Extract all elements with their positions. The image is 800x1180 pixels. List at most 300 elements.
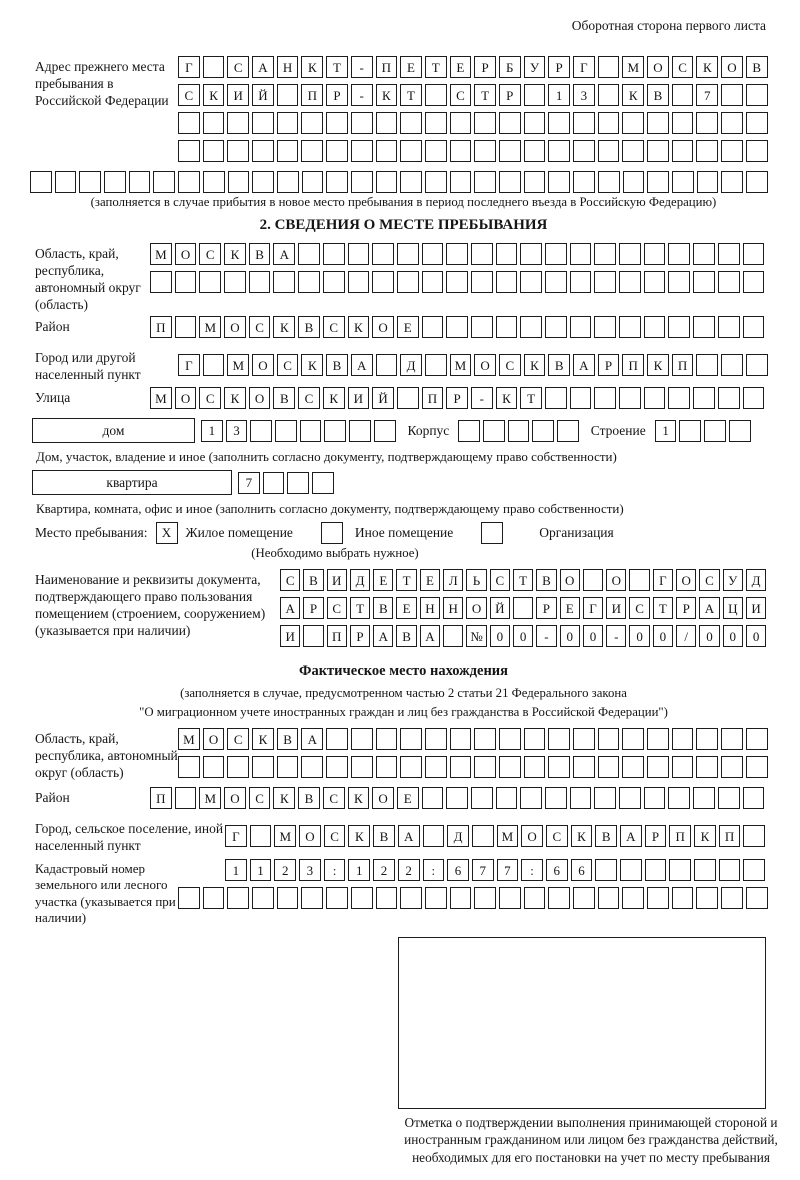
char-cell[interactable]: Н [420,597,440,619]
char-cell[interactable]: М [150,243,172,265]
char-cell[interactable]: Ь [466,569,486,591]
char-cell[interactable] [425,728,447,750]
char-cell[interactable] [178,756,200,778]
char-cell[interactable] [668,316,690,338]
char-cell[interactable]: С [546,825,568,847]
char-cell[interactable]: С [499,354,521,376]
char-cell[interactable] [594,316,616,338]
char-cell[interactable]: С [227,56,249,78]
char-cell[interactable]: 6 [546,859,568,881]
char-cell[interactable]: В [647,84,669,106]
char-cell[interactable]: О [647,56,669,78]
char-cell[interactable] [326,171,348,193]
char-cell[interactable] [746,756,768,778]
char-cell[interactable]: Г [225,825,247,847]
char-cell[interactable] [570,271,592,293]
char-cell[interactable] [298,243,320,265]
char-cell[interactable] [301,756,323,778]
char-cell[interactable] [672,112,694,134]
char-cell[interactable] [570,387,592,409]
char-cell[interactable] [693,243,715,265]
char-cell[interactable]: О [721,56,743,78]
char-cell[interactable]: С [199,243,221,265]
char-cell[interactable] [275,420,297,442]
char-cell[interactable] [499,756,521,778]
char-cell[interactable] [619,316,641,338]
apartment-cells[interactable] [238,472,337,494]
char-cell[interactable] [471,271,493,293]
char-cell[interactable] [496,243,518,265]
char-cell[interactable]: В [249,243,271,265]
char-cell[interactable] [718,316,740,338]
char-cell[interactable]: Е [397,787,419,809]
char-cell[interactable] [583,569,603,591]
char-cell[interactable]: 6 [571,859,593,881]
char-cell[interactable] [570,316,592,338]
char-cell[interactable]: Е [420,569,440,591]
char-cell[interactable] [573,171,595,193]
char-cell[interactable]: Л [443,569,463,591]
char-cell[interactable]: Г [178,56,200,78]
char-cell[interactable] [548,887,570,909]
char-cell[interactable] [743,787,765,809]
cadastral-row-2[interactable] [178,887,772,909]
char-cell[interactable] [400,171,422,193]
char-cell[interactable] [376,112,398,134]
char-cell[interactable]: К [301,354,323,376]
char-cell[interactable] [524,756,546,778]
char-cell[interactable] [619,787,641,809]
actual-region-row-1[interactable] [178,728,772,750]
char-cell[interactable]: 2 [274,859,296,881]
char-cell[interactable]: С [178,84,200,106]
char-cell[interactable] [203,171,225,193]
char-cell[interactable] [669,859,691,881]
char-cell[interactable] [499,140,521,162]
char-cell[interactable] [520,271,542,293]
stay-type-checkbox-residential[interactable]: X [156,522,178,544]
char-cell[interactable]: О [175,387,197,409]
char-cell[interactable] [252,140,274,162]
char-cell[interactable]: Р [645,825,667,847]
char-cell[interactable]: С [277,354,299,376]
char-cell[interactable]: И [348,387,370,409]
char-cell[interactable] [668,787,690,809]
char-cell[interactable]: К [224,387,246,409]
char-cell[interactable] [351,112,373,134]
char-cell[interactable]: 3 [299,859,321,881]
char-cell[interactable] [104,171,126,193]
char-cell[interactable]: К [224,243,246,265]
char-cell[interactable] [668,271,690,293]
char-cell[interactable]: С [699,569,719,591]
char-cell[interactable] [622,112,644,134]
char-cell[interactable] [203,56,225,78]
char-cell[interactable] [277,140,299,162]
char-cell[interactable]: А [373,625,393,647]
char-cell[interactable] [150,271,172,293]
char-cell[interactable]: Р [303,597,323,619]
char-cell[interactable] [746,354,768,376]
char-cell[interactable]: О [372,787,394,809]
street-row[interactable] [150,387,767,409]
char-cell[interactable]: С [249,787,271,809]
char-cell[interactable]: О [372,316,394,338]
char-cell[interactable] [672,84,694,106]
char-cell[interactable] [474,728,496,750]
char-cell[interactable] [425,354,447,376]
char-cell[interactable]: В [548,354,570,376]
char-cell[interactable] [450,756,472,778]
region-row-2[interactable] [150,271,772,293]
char-cell[interactable] [351,887,373,909]
char-cell[interactable] [301,887,323,909]
stay-type-checkbox-other[interactable] [321,522,343,544]
char-cell[interactable] [79,171,101,193]
char-cell[interactable]: В [303,569,323,591]
char-cell[interactable]: М [199,787,221,809]
char-cell[interactable] [178,140,200,162]
char-cell[interactable] [175,316,197,338]
char-cell[interactable]: К [647,354,669,376]
char-cell[interactable] [400,756,422,778]
char-cell[interactable] [443,625,463,647]
char-cell[interactable] [719,859,741,881]
char-cell[interactable]: К [376,84,398,106]
char-cell[interactable] [397,271,419,293]
char-cell[interactable]: О [203,728,225,750]
char-cell[interactable]: Й [490,597,510,619]
char-cell[interactable] [199,271,221,293]
char-cell[interactable] [472,825,494,847]
char-cell[interactable]: О [606,569,626,591]
char-cell[interactable] [644,787,666,809]
char-cell[interactable] [672,140,694,162]
char-cell[interactable]: 2 [373,859,395,881]
prev-address-row-1[interactable] [178,56,772,78]
char-cell[interactable]: А [252,56,274,78]
char-cell[interactable] [524,887,546,909]
char-cell[interactable] [450,887,472,909]
char-cell[interactable] [376,728,398,750]
stroenie-cells[interactable] [655,420,754,442]
char-cell[interactable]: С [672,56,694,78]
char-cell[interactable] [446,271,468,293]
char-cell[interactable] [594,387,616,409]
char-cell[interactable] [400,887,422,909]
actual-region-row-2[interactable] [178,756,772,778]
char-cell[interactable]: Е [400,56,422,78]
char-cell[interactable]: П [719,825,741,847]
char-cell[interactable]: М [497,825,519,847]
char-cell[interactable]: 0 [699,625,719,647]
char-cell[interactable]: А [573,354,595,376]
char-cell[interactable] [250,825,272,847]
char-cell[interactable] [696,756,718,778]
char-cell[interactable] [693,316,715,338]
char-cell[interactable]: А [699,597,719,619]
char-cell[interactable] [351,140,373,162]
char-cell[interactable] [619,243,641,265]
char-cell[interactable]: А [301,728,323,750]
char-cell[interactable] [743,316,765,338]
char-cell[interactable]: К [571,825,593,847]
char-cell[interactable] [545,316,567,338]
char-cell[interactable]: И [327,569,347,591]
char-cell[interactable] [203,354,225,376]
char-cell[interactable] [376,171,398,193]
char-cell[interactable]: П [150,316,172,338]
char-cell[interactable]: С [323,316,345,338]
char-cell[interactable] [277,84,299,106]
char-cell[interactable] [548,756,570,778]
char-cell[interactable]: Д [746,569,766,591]
char-cell[interactable]: Е [397,316,419,338]
char-cell[interactable] [400,112,422,134]
char-cell[interactable]: К [696,56,718,78]
char-cell[interactable] [422,271,444,293]
char-cell[interactable] [203,112,225,134]
char-cell[interactable] [400,728,422,750]
char-cell[interactable] [668,387,690,409]
char-cell[interactable]: Р [499,84,521,106]
char-cell[interactable] [668,243,690,265]
char-cell[interactable]: Р [326,84,348,106]
char-cell[interactable] [693,387,715,409]
char-cell[interactable]: Е [560,597,580,619]
char-cell[interactable]: А [398,825,420,847]
char-cell[interactable] [696,728,718,750]
char-cell[interactable]: А [420,625,440,647]
char-cell[interactable]: - [351,84,373,106]
char-cell[interactable] [252,887,274,909]
document-row-2[interactable] [280,597,772,619]
char-cell[interactable]: К [524,354,546,376]
char-cell[interactable] [425,112,447,134]
char-cell[interactable]: О [249,387,271,409]
char-cell[interactable]: И [746,597,766,619]
char-cell[interactable]: Й [252,84,274,106]
char-cell[interactable] [743,387,765,409]
char-cell[interactable] [425,84,447,106]
char-cell[interactable]: К [273,787,295,809]
char-cell[interactable] [227,112,249,134]
char-cell[interactable]: У [723,569,743,591]
char-cell[interactable] [397,387,419,409]
char-cell[interactable] [598,112,620,134]
char-cell[interactable]: - [606,625,626,647]
char-cell[interactable] [743,859,765,881]
char-cell[interactable] [696,112,718,134]
char-cell[interactable]: П [301,84,323,106]
char-cell[interactable] [252,171,274,193]
char-cell[interactable]: Д [400,354,422,376]
char-cell[interactable]: Р [474,56,496,78]
char-cell[interactable]: О [224,316,246,338]
char-cell[interactable] [499,112,521,134]
char-cell[interactable] [696,887,718,909]
char-cell[interactable] [647,728,669,750]
house-number-cells[interactable] [201,420,399,442]
char-cell[interactable]: О [224,787,246,809]
char-cell[interactable] [645,859,667,881]
char-cell[interactable] [372,243,394,265]
char-cell[interactable] [175,271,197,293]
char-cell[interactable] [376,756,398,778]
char-cell[interactable] [545,271,567,293]
char-cell[interactable] [644,387,666,409]
char-cell[interactable] [746,112,768,134]
char-cell[interactable]: М [150,387,172,409]
char-cell[interactable] [425,887,447,909]
char-cell[interactable] [277,112,299,134]
char-cell[interactable] [573,756,595,778]
actual-district-row[interactable] [150,787,767,809]
char-cell[interactable] [376,354,398,376]
char-cell[interactable]: 0 [723,625,743,647]
char-cell[interactable] [513,597,533,619]
char-cell[interactable]: Т [653,597,673,619]
char-cell[interactable]: А [620,825,642,847]
char-cell[interactable] [324,420,346,442]
char-cell[interactable]: Т [513,569,533,591]
char-cell[interactable] [619,271,641,293]
char-cell[interactable] [721,84,743,106]
char-cell[interactable]: О [299,825,321,847]
char-cell[interactable] [718,243,740,265]
char-cell[interactable]: А [351,354,373,376]
char-cell[interactable] [496,787,518,809]
char-cell[interactable] [718,387,740,409]
char-cell[interactable]: М [199,316,221,338]
char-cell[interactable]: 7 [238,472,260,494]
char-cell[interactable]: И [227,84,249,106]
char-cell[interactable]: М [450,354,472,376]
char-cell[interactable] [301,112,323,134]
city-row[interactable] [178,354,771,376]
char-cell[interactable] [704,420,726,442]
char-cell[interactable] [178,112,200,134]
char-cell[interactable] [721,112,743,134]
char-cell[interactable] [619,387,641,409]
char-cell[interactable]: Н [443,597,463,619]
char-cell[interactable] [570,787,592,809]
char-cell[interactable]: М [178,728,200,750]
char-cell[interactable] [598,56,620,78]
char-cell[interactable] [647,756,669,778]
char-cell[interactable]: 0 [746,625,766,647]
char-cell[interactable]: К [348,316,370,338]
char-cell[interactable]: Г [573,56,595,78]
char-cell[interactable]: - [471,387,493,409]
char-cell[interactable] [423,825,445,847]
char-cell[interactable]: К [348,825,370,847]
char-cell[interactable] [351,756,373,778]
char-cell[interactable] [55,171,77,193]
char-cell[interactable] [644,271,666,293]
char-cell[interactable]: 0 [629,625,649,647]
korpus-cells[interactable] [458,420,581,442]
char-cell[interactable] [499,728,521,750]
char-cell[interactable] [672,728,694,750]
char-cell[interactable]: Т [350,597,370,619]
char-cell[interactable] [446,316,468,338]
char-cell[interactable]: С [280,569,300,591]
char-cell[interactable]: В [373,825,395,847]
char-cell[interactable]: К [323,387,345,409]
char-cell[interactable] [694,859,716,881]
char-cell[interactable] [524,112,546,134]
char-cell[interactable] [446,787,468,809]
char-cell[interactable] [672,171,694,193]
char-cell[interactable] [326,756,348,778]
char-cell[interactable]: П [376,56,398,78]
char-cell[interactable] [287,472,309,494]
char-cell[interactable] [693,787,715,809]
char-cell[interactable] [397,243,419,265]
char-cell[interactable]: Р [350,625,370,647]
char-cell[interactable] [620,859,642,881]
char-cell[interactable] [228,171,250,193]
char-cell[interactable] [323,271,345,293]
char-cell[interactable] [622,887,644,909]
char-cell[interactable] [573,728,595,750]
char-cell[interactable] [376,140,398,162]
char-cell[interactable]: 3 [573,84,595,106]
prev-address-row-3[interactable] [178,112,772,134]
char-cell[interactable] [520,243,542,265]
char-cell[interactable] [693,271,715,293]
char-cell[interactable] [303,625,323,647]
char-cell[interactable]: Е [450,56,472,78]
char-cell[interactable] [598,84,620,106]
char-cell[interactable] [496,316,518,338]
char-cell[interactable]: С [450,84,472,106]
char-cell[interactable] [277,171,299,193]
char-cell[interactable] [312,472,334,494]
char-cell[interactable] [301,140,323,162]
char-cell[interactable]: Ц [723,597,743,619]
char-cell[interactable] [298,271,320,293]
char-cell[interactable] [545,243,567,265]
char-cell[interactable] [425,171,447,193]
char-cell[interactable]: О [252,354,274,376]
prev-address-row-4[interactable] [178,140,772,162]
char-cell[interactable] [647,171,669,193]
char-cell[interactable]: Й [372,387,394,409]
char-cell[interactable] [718,787,740,809]
char-cell[interactable]: О [676,569,696,591]
char-cell[interactable] [545,387,567,409]
char-cell[interactable]: К [203,84,225,106]
char-cell[interactable]: 7 [472,859,494,881]
char-cell[interactable]: Е [373,569,393,591]
char-cell[interactable] [595,859,617,881]
char-cell[interactable]: Г [583,597,603,619]
char-cell[interactable]: В [298,787,320,809]
char-cell[interactable] [746,728,768,750]
char-cell[interactable]: Г [653,569,673,591]
char-cell[interactable] [227,887,249,909]
char-cell[interactable]: 0 [490,625,510,647]
char-cell[interactable]: О [175,243,197,265]
char-cell[interactable]: К [348,787,370,809]
char-cell[interactable]: 1 [250,859,272,881]
char-cell[interactable]: С [324,825,346,847]
char-cell[interactable]: Р [548,56,570,78]
char-cell[interactable]: М [227,354,249,376]
char-cell[interactable] [474,171,496,193]
